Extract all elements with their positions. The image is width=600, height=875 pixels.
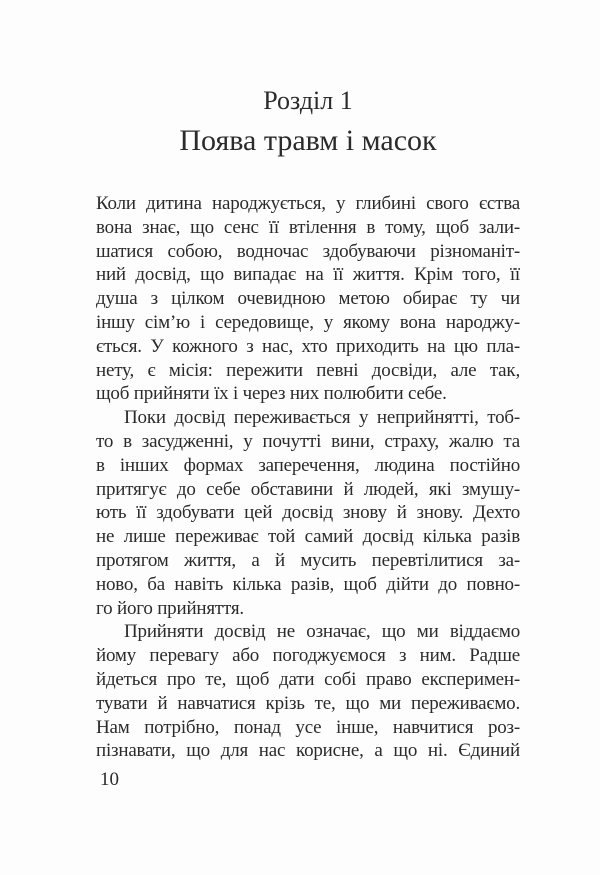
text-line: ють її здобувати цей досвід знову й знову. Дехто [96,502,520,524]
text-line: ново, ба навіть кілька разів, щоб дійти до повно- [96,573,520,595]
text-line: го його прийняття. [96,597,244,619]
text-line: не лише переживає той самий досвід кілька разів [96,526,520,548]
text-line: нету, є місія: пережити певні досвіди, але так, [96,359,520,381]
text-line: протягом життя, а й мусить перевтілитися за- [96,549,520,571]
text-line: пізнавати, що для нас корисне, а що ні. Єдиний [96,740,520,762]
text-line: в інших формах заперечення, людина постійно [96,454,520,476]
text-line: тувати й навчатися крізь те, що ми переживаємо. [96,692,520,714]
text-line: вона знає, що сенс її втілення в тому, щоб зали- [96,216,520,238]
text-line: Коли дитина народжується, у глибині свого єства [96,193,520,214]
chapter-heading [96,82,520,162]
text-line: то в засудженні, у почутті вини, страху, жалю та [96,430,520,452]
text-line: Нам потрібно, понад усе інше, навчитися роз- [96,716,520,738]
text-line: Поки досвід переживається у неприйнятті, тоб- [124,407,520,429]
text-line: ється. У кожного з нас, хто приходить на цю пла- [96,335,520,357]
body-text [96,192,520,763]
text-line: ний досвід, що випадає на її життя. Крім того, її [96,264,520,286]
text-line: шатися собою, водночас здобуваючи різноманіт- [96,240,520,262]
text-line: йдеться про те, щоб дати собі право експеримен- [96,668,520,690]
text-line: йому перевагу або погоджуємося з ним. Радше [96,645,520,667]
text-line: притягує до себе обставини й людей, які змушу- [96,478,520,500]
page-number: 10 [100,769,119,790]
text-line: Прийняти досвід не означає, що ми віддаємо [124,621,520,643]
chapter-title: Поява травм і масок [179,124,437,157]
text-line: душа з цілком очевидною метою обирає ту чи [96,288,520,310]
text-line: іншу сім’ю і середовище, у якому вона народжу- [96,311,520,333]
chapter-label: Розділ 1 [263,86,353,115]
text-line: щоб прийняти їх і через них полюбити себе. [96,383,447,405]
